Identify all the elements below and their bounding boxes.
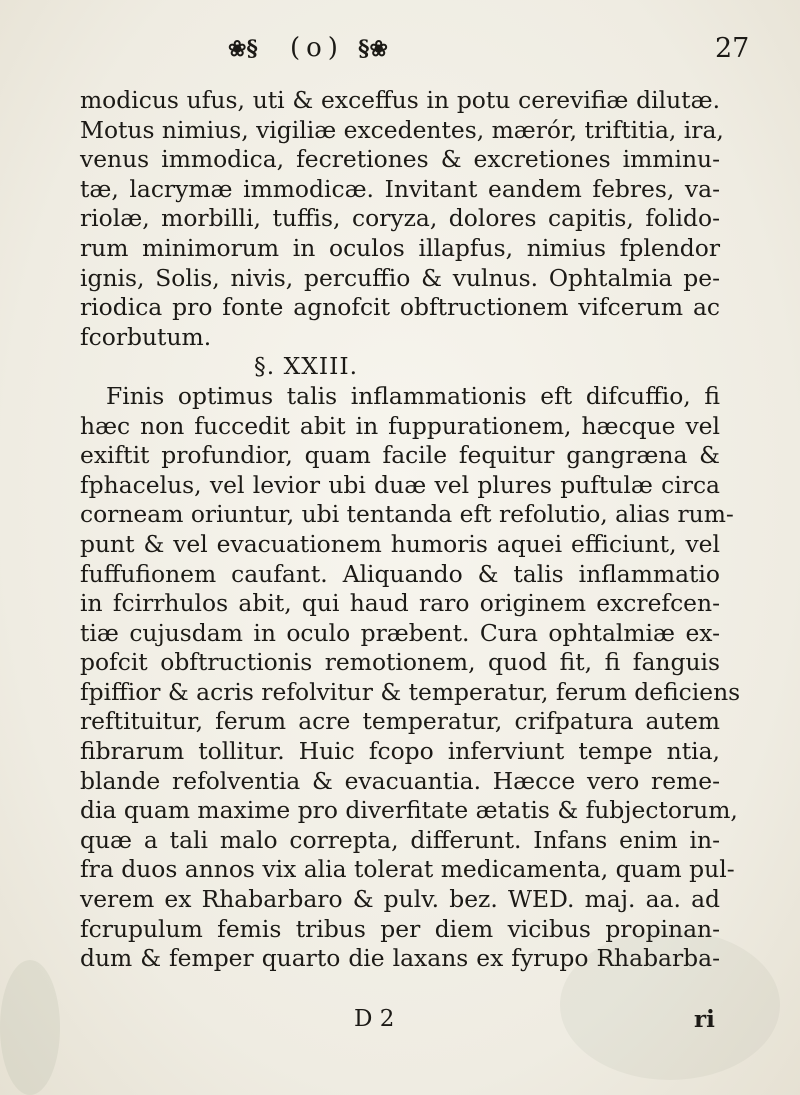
paragraph-1 bbox=[80, 86, 724, 352]
text-line: quæ a tali malo correpta, differunt. Infans enim in- bbox=[80, 825, 720, 854]
text-line: exiftit profundior, quam facile fequitur gangræna & bbox=[80, 441, 720, 470]
text-line: riodica pro fonte agnofcit obftructionem vifcerum ac bbox=[80, 293, 720, 322]
text-line: modicus ufus, uti & exceffus in potu cerevifiæ dilutæ. bbox=[80, 86, 720, 114]
body-text bbox=[80, 86, 741, 974]
text-line: fpiffior & acris refolvitur & temperatur, ferum deficiens bbox=[80, 677, 741, 706]
text-line: corneam oriuntur, ubi tentanda eft refolutio, alias rum- bbox=[80, 500, 734, 529]
running-header bbox=[0, 28, 800, 68]
text-line: in fcirrhulos abit, qui haud raro originem excrefcen- bbox=[80, 589, 720, 618]
text-line: punt & vel evacuationem humoris aquei efficiunt, vel bbox=[80, 529, 720, 558]
text-line: fuffufionem caufant. Aliquando & talis inflammatio bbox=[80, 559, 720, 588]
section-heading: §. XXIII. bbox=[254, 352, 359, 381]
text-line: riolæ, morbilli, tuffis, coryza, dolores capitis, folido- bbox=[80, 204, 720, 233]
text-line: pofcit obftructionis remotionem, quod fit, fi fanguis bbox=[80, 648, 720, 677]
text-line: tiæ cujusdam in oculo præbent. Cura ophtalmiæ ex- bbox=[80, 618, 720, 647]
text-line: Finis optimus talis inflammationis eft difcuffio, fi bbox=[106, 381, 720, 410]
text-line: fcorbutum. bbox=[80, 322, 212, 351]
text-line: dum & femper quarto die laxans ex fyrupo Rhabarba- bbox=[80, 944, 720, 973]
ornament-right: §❀ bbox=[358, 36, 388, 62]
text-line: Motus nimius, vigiliæ excedentes, mærór, triftitia, ira, bbox=[80, 115, 724, 144]
page-number: 27 bbox=[715, 33, 750, 64]
paragraph-2 bbox=[80, 381, 741, 974]
text-line: rum minimorum in oculos illapfus, nimius fplendor bbox=[80, 233, 720, 262]
page-footer bbox=[0, 1006, 800, 1042]
text-line: ignis, Solis, nivis, percuffio & vulnus. Ophtalmia pe- bbox=[80, 263, 720, 292]
text-line: blande refolventia & evacuantia. Hæcce vero reme- bbox=[80, 766, 720, 795]
text-line: fcrupulum femis tribus per diem vicibus propinan- bbox=[80, 914, 720, 943]
text-line: fra duos annos vix alia tolerat medicamenta, quam pul- bbox=[80, 855, 735, 884]
catchword: ri bbox=[694, 1006, 715, 1033]
text-line: venus immodica, fecretiones & excretiones imminu- bbox=[80, 145, 720, 174]
text-line: verem ex Rhabarbaro & pulv. bez. WED. maj. aa. ad bbox=[80, 885, 720, 914]
text-line: tæ, lacrymæ immodicæ. Invitant eandem febres, va- bbox=[80, 174, 720, 203]
text-line: hæc non fuccedit abit in fuppurationem, hæcque vel bbox=[80, 411, 720, 440]
text-line: dia quam maxime pro diverfitate ætatis & fubjectorum, bbox=[80, 796, 738, 825]
signature-mark: D 2 bbox=[354, 1006, 395, 1032]
text-line: reftituitur, ferum acre temperatur, crifpatura autem bbox=[80, 707, 720, 736]
folio-mark: (o) bbox=[290, 33, 344, 63]
ornament-left: ❀§ bbox=[228, 36, 258, 62]
text-line: fibrarum tollitur. Huic fcopo inferviunt tempe ntia, bbox=[80, 737, 720, 766]
text-line: fphacelus, vel levior ubi duæ vel plures puftulæ circa bbox=[80, 470, 720, 499]
